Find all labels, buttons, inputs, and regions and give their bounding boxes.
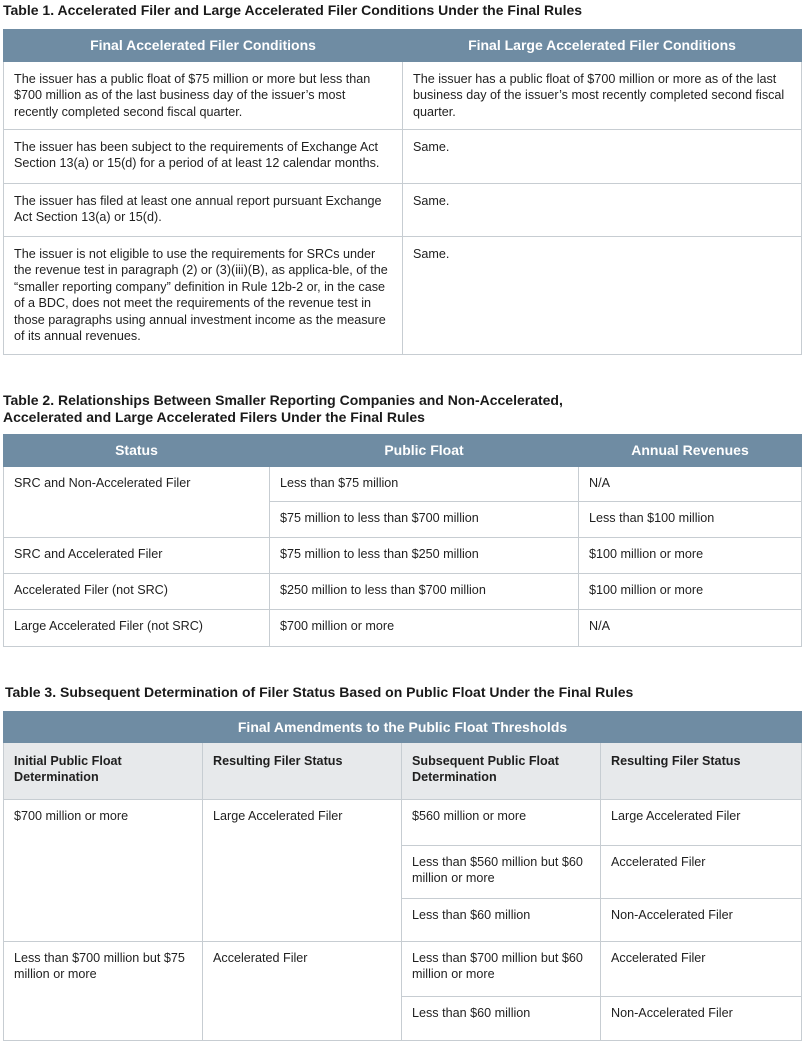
table2-header-annual-revenues: Annual Revenues [579,435,802,467]
table-row [4,942,802,997]
table3-initial-cell: Less than $700 million but $75 million or more [4,942,203,1041]
table1-cell: Same. [403,130,802,184]
table2-status-cell: Accelerated Filer (not SRC) [4,574,270,610]
table3-subsequent-cell: Less than $560 million but $60 million or more [402,846,601,899]
table3-header-subsequent-float: Subsequent Public Float Determination [402,743,601,800]
table1 [3,29,802,355]
table-row [4,130,802,184]
table3-result-cell: Large Accelerated Filer [601,800,802,846]
table2-header-status: Status [4,435,270,467]
table2-float-cell: $700 million or more [270,610,579,647]
table2-float-cell: Less than $75 million [270,467,579,502]
table2-title-line1: Table 2. Relationships Between Smaller Reporting Companies and Non-Accelerated, [3,392,563,408]
table1-cell: The issuer has a public float of $700 million or more as of the last business day of the issuer’s most recently completed second fiscal quarter. [403,62,802,130]
table2-title-line2: Accelerated and Large Accelerated Filers Under the Final Rules [3,409,425,425]
table3-title: Table 3. Subsequent Determination of Filer Status Based on Public Float Under the Final Rules [5,684,634,700]
table1-cell: Same. [403,184,802,237]
table2-status-cell: SRC and Accelerated Filer [4,538,270,574]
table1-cell: The issuer is not eligible to use the requirements for SRCs under the revenue test in paragraph (2) or (3)(iii)(B), as applica-ble, of the “smaller reporting company” definition in Rule 12b-2 or, in the case of a BDC, does not meet the requirements of the revenue test in those paragraphs using annual investment income as the measure of its annual revenues. [4,237,403,355]
table2-title [3,392,563,426]
table-row [4,574,802,610]
table3-initial-cell: $700 million or more [4,800,203,942]
table3-result-cell: Accelerated Filer [601,942,802,997]
table3-result-cell: Non-Accelerated Filer [601,997,802,1041]
table2-status-cell: Large Accelerated Filer (not SRC) [4,610,270,647]
table1-cell: Same. [403,237,802,355]
table-row [4,800,802,846]
table1-cell: The issuer has a public float of $75 million or more but less than $700 million as of the last business day of the issuer’s most recently completed second fiscal quarter. [4,62,403,130]
table3-subsequent-cell: Less than $700 million but $60 million or more [402,942,601,997]
table-row [4,62,802,130]
table2-revenue-cell: $100 million or more [579,538,802,574]
table3-subsequent-cell: Less than $60 million [402,899,601,942]
table3-result-cell: Non-Accelerated Filer [601,899,802,942]
table3-header-resulting-status: Resulting Filer Status [203,743,402,800]
table2-float-cell: $250 million to less than $700 million [270,574,579,610]
table3-header-initial-float: Initial Public Float Determination [4,743,203,800]
table2-revenue-cell: $100 million or more [579,574,802,610]
table-row [4,184,802,237]
table1-cell: The issuer has been subject to the requirements of Exchange Act Section 13(a) or 15(d) for a period of at least 12 calendar months. [4,130,403,184]
table2-status-cell: SRC and Non-Accelerated Filer [4,467,270,538]
table2-revenue-cell: Less than $100 million [579,502,802,538]
table1-title: Table 1. Accelerated Filer and Large Accelerated Filer Conditions Under the Final Rules [3,2,583,18]
table-row [4,467,802,502]
table3-subsequent-cell: $560 million or more [402,800,601,846]
table-row [4,237,802,355]
table3-banner: Final Amendments to the Public Float Thresholds [4,712,802,743]
table-row [4,610,802,647]
table-row [4,538,802,574]
table2-revenue-cell: N/A [579,610,802,647]
table3 [3,711,802,1041]
table3-status-cell: Large Accelerated Filer [203,800,402,942]
table2-revenue-cell: N/A [579,467,802,502]
table1-header-accelerated: Final Accelerated Filer Conditions [4,30,403,62]
table1-cell: The issuer has filed at least one annual report pursuant Exchange Act Section 13(a) or 15(d). [4,184,403,237]
table3-status-cell: Accelerated Filer [203,942,402,1041]
table3-header-resulting-status-2: Resulting Filer Status [601,743,802,800]
table2-float-cell: $75 million to less than $700 million [270,502,579,538]
table3-result-cell: Accelerated Filer [601,846,802,899]
table2 [3,434,802,647]
table2-header-public-float: Public Float [270,435,579,467]
table2-float-cell: $75 million to less than $250 million [270,538,579,574]
table1-header-large-accelerated: Final Large Accelerated Filer Conditions [403,30,802,62]
table3-subsequent-cell: Less than $60 million [402,997,601,1041]
